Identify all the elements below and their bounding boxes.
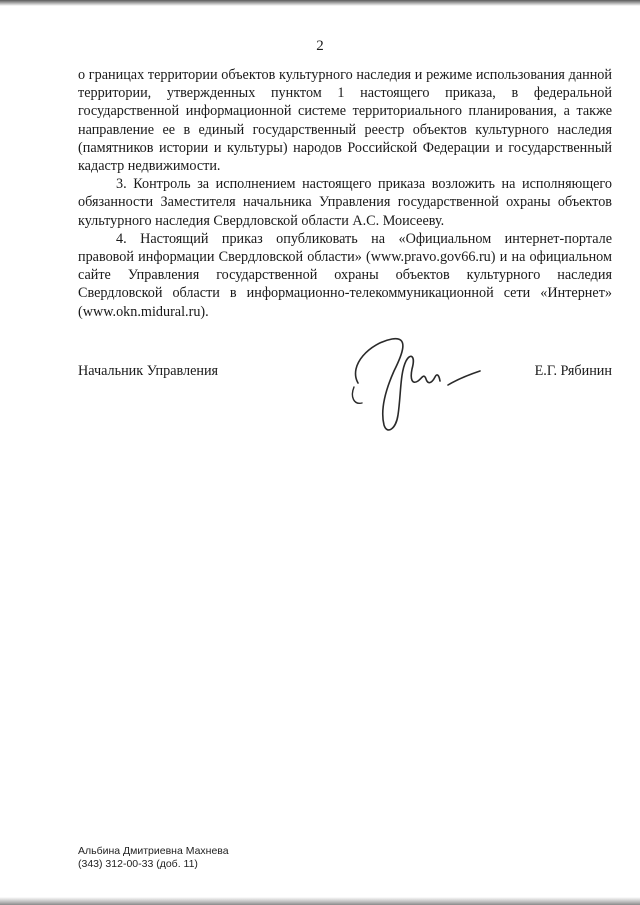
handwritten-signature [340,325,490,445]
scan-edge-top [0,0,640,6]
signature-stroke-loop [352,387,362,403]
scan-edge-bottom [0,897,640,905]
page-number: 2 [316,38,324,54]
contact-name: Альбина Дмитриевна Махнева [78,845,229,857]
paragraph-2: 3. Контроль за исполнением настоящего приказа возложить на исполняющего обязанности Заместителя начальника Управления государственной охраны объектов культурного наследия Свердловской области А.С. Моисееву. [78,176,612,229]
signer-name: Е.Г. Рябинин [534,363,612,379]
document-body [78,66,612,321]
contact-phone: (343) 312-00-33 (доб. 11) [78,858,198,870]
paragraph-1: о границах территории объектов культурного наследия и режиме использования данной территории, утвержденных пунктом 1 настоящего приказа, в федеральной государственной информационной системе территориального планирования, а также направление ее в единый государственный реестр объектов культурного наследия (памятников истории и культуры) народов Российской Федерации и государственный кадастр недвижимости. [78,67,612,175]
paragraph-3: 4. Настоящий приказ опубликовать на «Официальном интернет-портале правовой информации Свердловской области» (www.pravo.gov66.ru) и на официальном сайте Управления государственной охраны объектов культурного наследия Свердловской области в информационно-телекоммуникационной сети «Интернет» (www.okn.midural.ru). [78,230,612,320]
signature-stroke-dash [448,371,480,385]
signer-title: Начальник Управления [78,363,219,379]
signature-stroke-main [356,339,440,430]
contact-block [78,845,229,871]
